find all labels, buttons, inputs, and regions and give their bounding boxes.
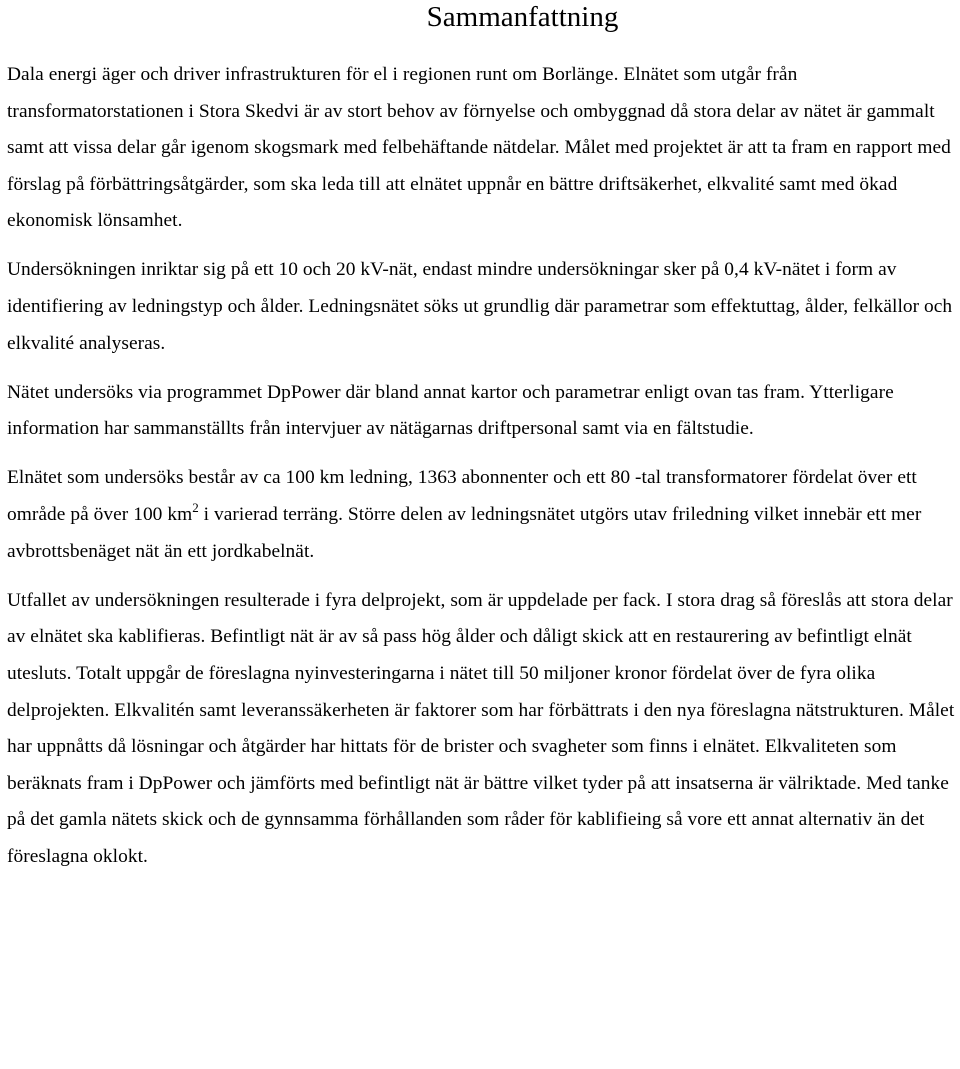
paragraph-results: Utfallet av undersökningen resulterade i fyra delprojekt, som är uppdelade per fack. I stora drag så föreslås att stora delar av elnätet ska kablifieras. Befintligt nät är av så pass hög ålder och dåligt skick att en restaurering av befintligt elnät utesluts. Totalt uppgår de föreslagna nyinvesteringarna i nätet till 50 miljoner kronor fördelat över de fyra olika delprojekten. Elkvalitén samt leveranssäkerheten är faktorer som har förbättrats i den nya föreslagna nätstrukturen. Målet har uppnåtts då lösningar och åtgärder har hittats för de brister och svagheter som finns i elnätet. Elkvaliteten som beräknats fram i DpPower och jämförts med befintligt nät är bättre vilket tyder på att insatserna är välriktade. Med tanke på det gamla nätets skick och de gynnsamma förhållanden som råder för kablifieing så vore ett annat alternativ än det föreslagna oklokt.: [7, 589, 955, 867]
paragraph-network-facts: [7, 460, 956, 570]
superscript-two: 2: [192, 500, 199, 516]
paragraph-introduction: Dala energi äger och driver infrastrukturen för el i regionen runt om Borlänge. Elnätet som utgår från transformatorstationen i Stora Skedvi är av stort behov av förnyelse och ombyggnad då stora delar av nätet är gammalt samt att vissa delar går igenom skogsmark med felbehäftande nätdelar. Målet med projektet är att ta fram en rapport med förslag på förbättringsåtgärder, som ska leda till att elnätet uppnår en bättre driftsäkerhet, elkvalité samt med ökad ekonomisk lönsamhet.: [7, 64, 951, 232]
paragraph-scope: Undersökningen inriktar sig på ett 10 och 20 kV-nät, endast mindre undersökningar sker på 0,4 kV-nätet i form av identifiering av ledningstyp och ålder. Ledningsnätet söks ut grundlig där parametrar som effektuttag, ålder, felkällor och elkvalité analyseras.: [7, 259, 953, 354]
paragraph-method: Nätet undersöks via programmet DpPower där bland annat kartor och parametrar enligt ovan tas fram. Ytterligare information har sammanställts från intervjuer av nätägarnas driftpersonal samt via en fältstudie.: [7, 381, 894, 440]
network-facts-text: Elnätet som undersöks består av ca 100 km ledning, 1363 abonnenter och ett 80 -tal transformatorer fördelat över ett område på över 100 km: [7, 467, 917, 526]
page-title: Sammanfattning: [426, 1, 619, 33]
network-facts-text-continued: i varierad terräng. Större delen av ledningsnätet utgörs utav friledning vilket innebär ett mer avbrottsbenäget nät än ett jordkabelnät.: [7, 504, 922, 562]
